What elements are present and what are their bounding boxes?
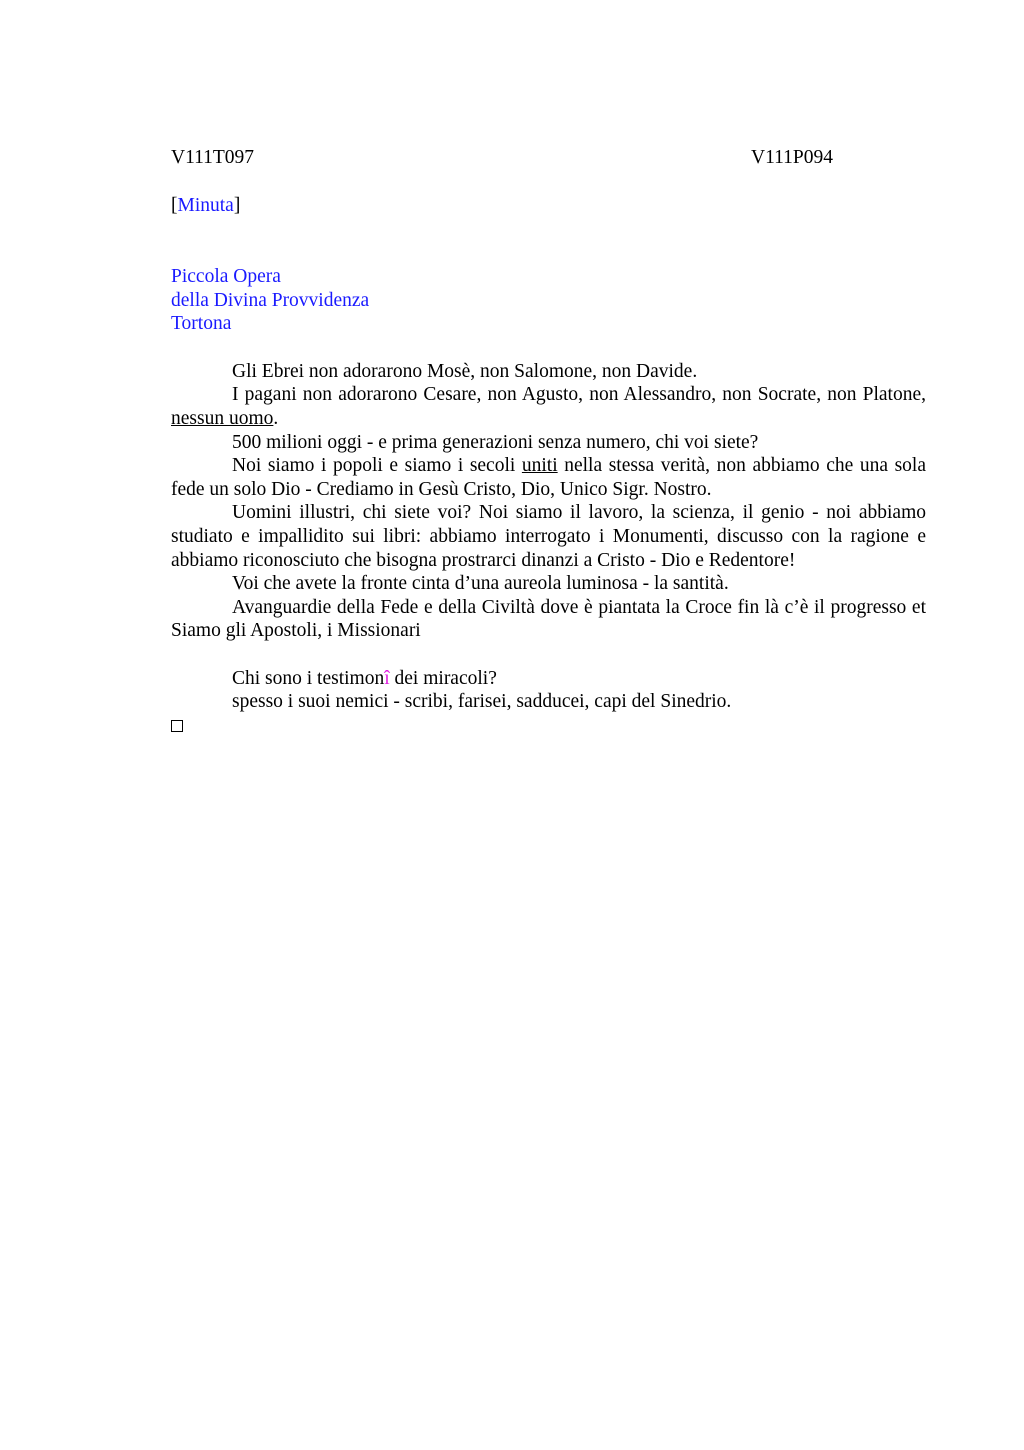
paragraph-2-text-a: I pagani non adorarono Cesare, non Agusto, non Alessandro, non Socrate, non Platone, [232,384,926,406]
paragraph-8 [171,667,926,691]
document-page [171,146,926,738]
paragraph-9: spesso i suoi nemici - scribi, farisei, sadducei, capi del Sinedrio. [232,691,732,713]
paragraph-2-underlined: nessun uomo [171,407,274,429]
document-code-left: V111T097 [171,147,255,168]
paragraph-1: Gli Ebrei non adorarono Mosè, non Salomone, non Davide. [232,360,698,382]
draft-close-bracket: ] [233,195,241,216]
paragraph-5: Uomini illustri, chi siete voi? Noi siamo il lavoro, la scienza, il genio - noi abbiamo studiato e impallidito sui libri: abbiamo interrogato i Monumenti, discusso con la ragione e abbiamo riconosciuto che bisogna prostrarci dinanzi a Cristo - Dio e Redentore! [171,502,926,571]
end-marker [171,714,926,739]
document-code-right: V111P094 [751,147,833,168]
body-text [171,360,926,739]
document-header [171,146,926,170]
paragraph-2 [171,383,926,430]
paragraph-8-text-b: dei miracoli? [389,667,497,689]
letterhead [171,265,926,336]
letterhead-line-2: della Divina Provvidenza [171,289,370,311]
paragraph-8-marked-char: î [384,667,390,689]
square-outline-icon [171,720,183,732]
paragraph-4-underlined: uniti [521,455,558,477]
paragraph-4 [171,454,926,501]
paragraph-3: 500 milioni oggi - e prima generazioni senza numero, chi voi siete? [232,431,759,453]
draft-open-bracket: [ [171,195,178,216]
paragraph-7: Avanguardie della Fede e della Civiltà dove è piantata la Croce fin là c’è il progresso et Siamo gli Apostoli, i Missionari [171,596,926,642]
paragraph-4-text-a: Noi siamo i popoli e siamo i secoli [232,455,522,477]
paragraph-8-text-a: Chi sono i testimon [232,667,385,689]
paragraph-4-text-b: nella stessa verità, non abbiamo che una sola fede un solo Dio - Crediamo in Gesù Cristo, Dio, Unico Sigr. Nostro. [171,455,926,500]
letterhead-line-3: Tortona [171,313,232,335]
draft-label-text: Minuta [177,195,234,216]
paragraph-2-text-b: . [273,407,279,429]
draft-label [171,194,926,218]
paragraph-6: Voi che avete la fronte cinta d’una aureola luminosa - la santità. [232,573,729,595]
letterhead-line-1: Piccola Opera [171,266,281,287]
